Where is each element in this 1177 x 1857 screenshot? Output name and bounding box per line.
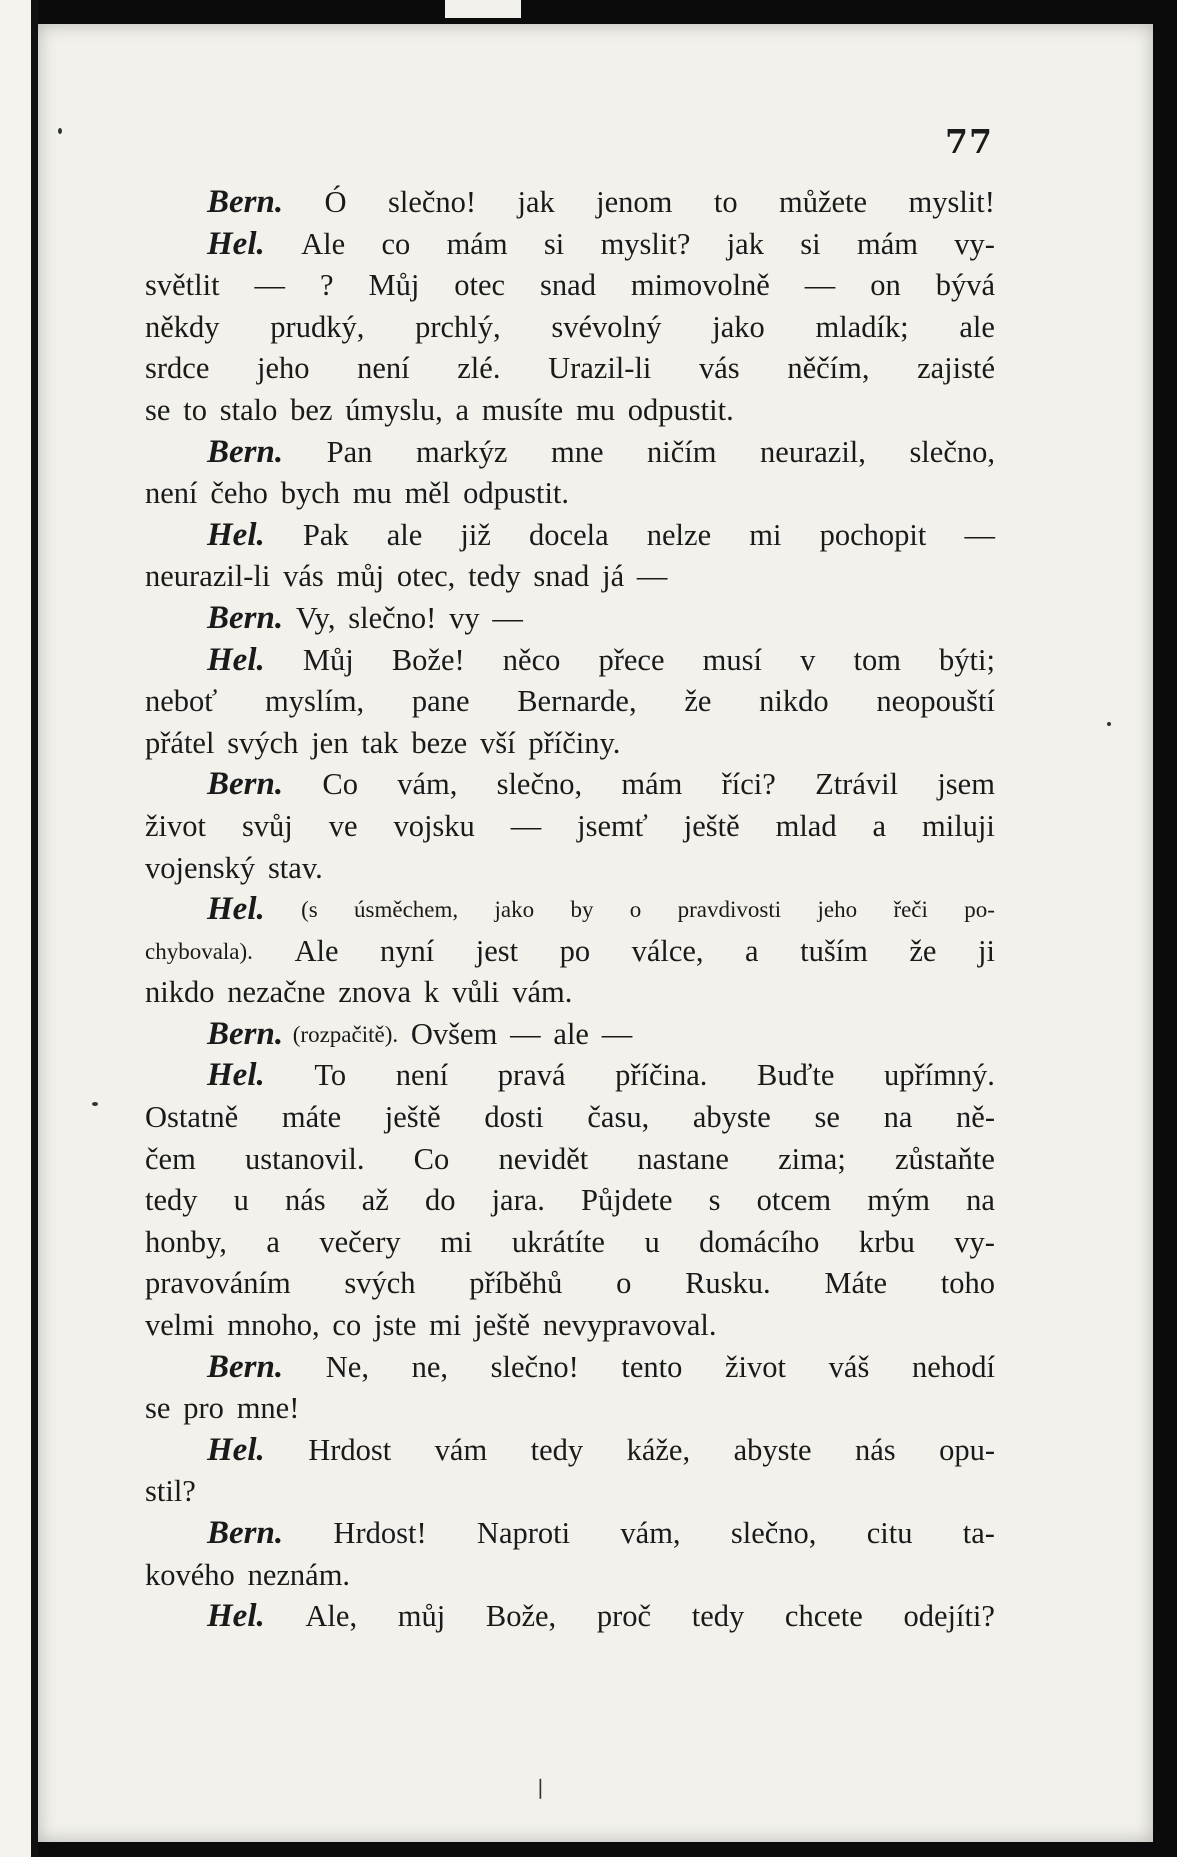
word: Urazil-li bbox=[548, 351, 652, 386]
word: a bbox=[745, 933, 759, 968]
word: nelze bbox=[646, 517, 712, 552]
word: markýz bbox=[415, 434, 508, 469]
word: není bbox=[145, 476, 198, 511]
word: musíte bbox=[481, 392, 564, 427]
text-line bbox=[145, 307, 995, 349]
word: nehodí bbox=[911, 1349, 995, 1384]
word: mi bbox=[749, 517, 782, 552]
word: neurazil-li bbox=[145, 559, 271, 594]
word: otcem bbox=[756, 1183, 832, 1218]
word: neopouští bbox=[876, 684, 995, 719]
text-line bbox=[145, 265, 995, 307]
word: nás bbox=[284, 1183, 326, 1218]
word: To bbox=[314, 1058, 347, 1093]
word: ale bbox=[553, 1016, 589, 1051]
word: se bbox=[145, 1391, 171, 1426]
word: něco bbox=[502, 642, 561, 677]
word: myslím, bbox=[265, 684, 365, 719]
word: vší bbox=[480, 725, 516, 760]
word: tento bbox=[621, 1349, 683, 1384]
word: život bbox=[145, 808, 206, 843]
dialogue-text bbox=[145, 182, 995, 1638]
word: docela bbox=[529, 517, 609, 552]
word: že bbox=[909, 933, 937, 968]
word: mi bbox=[440, 1224, 473, 1259]
word: vám, bbox=[397, 767, 458, 802]
word: slečno! bbox=[348, 600, 437, 635]
text-line bbox=[145, 182, 995, 224]
word: slečno, bbox=[730, 1516, 817, 1550]
word: se bbox=[145, 392, 171, 427]
word: Ale bbox=[294, 933, 339, 968]
word: Můj bbox=[302, 642, 354, 677]
word: vůli bbox=[451, 975, 500, 1010]
word: honby, bbox=[145, 1224, 227, 1259]
text-line bbox=[145, 348, 995, 390]
word: úmyslu, bbox=[345, 392, 443, 427]
word: srdce bbox=[145, 351, 210, 386]
speaker-name: Hel. bbox=[207, 641, 265, 678]
word: — bbox=[510, 808, 542, 843]
word: příčiny. bbox=[528, 725, 621, 760]
word: nezačne bbox=[227, 975, 326, 1010]
word: odpustit. bbox=[627, 392, 734, 427]
word: vás bbox=[699, 351, 740, 386]
word: Ostatně bbox=[145, 1100, 239, 1135]
word: vy bbox=[449, 600, 480, 635]
word: upřímný. bbox=[883, 1058, 995, 1093]
stage-direction-word: jako bbox=[494, 897, 535, 923]
text-line bbox=[145, 640, 995, 682]
word: Ale, bbox=[305, 1599, 358, 1634]
speaker-name: Hel. bbox=[207, 225, 265, 262]
word: slečno, bbox=[909, 434, 995, 469]
word: krbu bbox=[858, 1224, 915, 1259]
word: se bbox=[814, 1100, 840, 1135]
word: chcete bbox=[784, 1599, 863, 1634]
word: váš bbox=[828, 1349, 870, 1384]
word: měl bbox=[404, 476, 451, 511]
word: ukrátíte bbox=[511, 1224, 605, 1259]
word: můžete bbox=[779, 185, 868, 219]
word: Rusku. bbox=[685, 1266, 771, 1301]
word: a bbox=[455, 392, 470, 427]
text-line bbox=[145, 848, 995, 890]
text-line bbox=[145, 972, 995, 1014]
word: ne, bbox=[411, 1349, 449, 1384]
word: máte bbox=[281, 1100, 342, 1135]
stage-direction-word: by bbox=[570, 897, 594, 923]
word: s bbox=[708, 1183, 721, 1218]
text-line bbox=[145, 1388, 995, 1430]
speaker-name: Bern. bbox=[207, 184, 284, 220]
word: až bbox=[361, 1183, 389, 1218]
word: jenom bbox=[596, 185, 673, 219]
word: přátel bbox=[145, 725, 215, 760]
word: nikdo bbox=[759, 684, 829, 719]
ink-speck bbox=[1107, 722, 1111, 726]
word: ně- bbox=[956, 1100, 995, 1135]
word: ještě bbox=[474, 1308, 531, 1343]
word: času, bbox=[587, 1100, 650, 1135]
word: mnoho, bbox=[227, 1308, 320, 1343]
word: příběhů bbox=[469, 1266, 563, 1301]
text-line bbox=[145, 764, 995, 806]
speaker-name: Hel. bbox=[207, 1431, 265, 1468]
word: u bbox=[644, 1224, 660, 1259]
word: ještě bbox=[384, 1100, 441, 1135]
word: a bbox=[266, 1224, 280, 1259]
word: Půjdete bbox=[581, 1183, 673, 1218]
word: pro bbox=[183, 1391, 224, 1426]
word: po bbox=[559, 933, 591, 968]
word: mu bbox=[576, 392, 615, 427]
word: jak bbox=[517, 185, 555, 219]
text-line bbox=[145, 515, 995, 557]
word: beze bbox=[411, 725, 468, 760]
text-line bbox=[145, 1055, 995, 1097]
text-line bbox=[145, 1513, 995, 1555]
text-line bbox=[145, 598, 995, 640]
word: a bbox=[872, 808, 887, 843]
word: čem bbox=[145, 1141, 196, 1176]
word: pravá bbox=[497, 1058, 566, 1093]
word: bez bbox=[290, 392, 333, 427]
stage-direction-word: úsměchem, bbox=[354, 897, 459, 923]
speaker-name: Bern. bbox=[207, 1015, 284, 1052]
word: večery bbox=[319, 1224, 401, 1259]
word: k bbox=[423, 975, 440, 1010]
text-line bbox=[145, 1180, 995, 1222]
word: Co bbox=[322, 767, 358, 802]
word: vy- bbox=[954, 1224, 995, 1259]
word: říci? bbox=[721, 767, 776, 802]
word: Ó bbox=[324, 185, 347, 219]
word: ? bbox=[319, 268, 334, 303]
word: mu bbox=[352, 476, 392, 511]
word: neznám. bbox=[247, 1557, 351, 1592]
word: na bbox=[883, 1100, 913, 1135]
word: jen bbox=[311, 725, 349, 760]
word: ta- bbox=[962, 1516, 995, 1550]
word: slečno! bbox=[387, 185, 477, 219]
text-line bbox=[145, 432, 995, 474]
text-line bbox=[145, 1555, 995, 1597]
word: jsemť bbox=[577, 808, 648, 843]
speaker-name: Bern. bbox=[207, 433, 284, 470]
word: nastane bbox=[637, 1141, 729, 1176]
word: vám. bbox=[512, 975, 573, 1010]
text-line bbox=[145, 1097, 995, 1139]
word: — bbox=[804, 268, 836, 303]
word: si bbox=[800, 226, 821, 261]
word: otec bbox=[454, 268, 506, 303]
word: vy- bbox=[954, 226, 995, 261]
word: jste bbox=[374, 1308, 417, 1343]
speaker-name: Bern. bbox=[207, 599, 284, 636]
word: odejíti? bbox=[903, 1599, 995, 1634]
word: vám, bbox=[620, 1516, 681, 1550]
word: zima; bbox=[778, 1141, 846, 1176]
word: dosti bbox=[484, 1100, 544, 1135]
word: svůj bbox=[241, 808, 293, 843]
word: jeho bbox=[256, 351, 310, 386]
ink-speck bbox=[58, 128, 62, 134]
word: můj bbox=[397, 1599, 446, 1634]
word: domácího bbox=[699, 1224, 820, 1259]
word: nikdo bbox=[145, 975, 215, 1010]
word: svých bbox=[344, 1266, 416, 1301]
word: stav. bbox=[267, 850, 323, 885]
word: otec, bbox=[396, 559, 456, 594]
stage-direction-word: jeho bbox=[817, 897, 858, 923]
word: ve bbox=[328, 808, 358, 843]
word: Máte bbox=[824, 1266, 888, 1301]
word: Buďte bbox=[757, 1058, 835, 1093]
word: tedy bbox=[530, 1432, 584, 1467]
word: slečno, bbox=[496, 767, 583, 802]
word: pochopit bbox=[819, 517, 927, 552]
word: u bbox=[233, 1183, 249, 1218]
text-line bbox=[145, 723, 995, 765]
word: ale bbox=[959, 309, 995, 344]
text-line bbox=[145, 473, 995, 515]
word: mne! bbox=[236, 1391, 300, 1426]
word: někdy bbox=[145, 309, 220, 344]
word: si bbox=[543, 226, 565, 261]
word: zlé. bbox=[457, 351, 501, 386]
word: mám bbox=[856, 226, 918, 261]
word: nevidět bbox=[498, 1141, 589, 1176]
text-line bbox=[145, 806, 995, 848]
word: bývá bbox=[935, 268, 995, 303]
word: že bbox=[684, 684, 712, 719]
word: zůstaňte bbox=[895, 1141, 995, 1176]
word: tedy bbox=[145, 1183, 198, 1218]
word: co bbox=[381, 226, 411, 261]
word: Ztrávil bbox=[815, 767, 899, 802]
word: již bbox=[460, 517, 491, 552]
word: stil? bbox=[145, 1474, 196, 1509]
text-line bbox=[145, 889, 995, 931]
word: Pak bbox=[302, 517, 349, 552]
word: odpustit. bbox=[463, 476, 570, 511]
word: to bbox=[183, 392, 207, 427]
word: svévolný bbox=[551, 309, 662, 344]
word: snad bbox=[533, 559, 590, 594]
word: — bbox=[492, 600, 523, 635]
word: toho bbox=[940, 1266, 995, 1301]
word: stalo bbox=[219, 392, 278, 427]
word: pane bbox=[411, 684, 470, 719]
word: bych bbox=[280, 476, 340, 511]
word: Bože, bbox=[485, 1599, 557, 1634]
word: Ne, bbox=[325, 1349, 369, 1384]
word: vojenský bbox=[145, 850, 256, 885]
speaker-name: Bern. bbox=[207, 766, 284, 803]
word: vojsku bbox=[393, 808, 475, 843]
word: snad bbox=[540, 268, 596, 303]
text-line bbox=[145, 1263, 995, 1305]
page-number: 77 bbox=[945, 122, 993, 161]
speaker-name: Hel. bbox=[207, 891, 265, 928]
word: ji bbox=[977, 933, 995, 968]
word: tuším bbox=[800, 933, 868, 968]
speaker-name: Bern. bbox=[207, 1515, 284, 1551]
word: mám bbox=[621, 767, 683, 802]
word: tedy bbox=[691, 1599, 745, 1634]
word: Ale bbox=[301, 226, 346, 261]
word: jest bbox=[475, 933, 519, 968]
word: přece bbox=[598, 642, 665, 677]
text-line bbox=[145, 224, 995, 266]
stage-direction-word: o bbox=[629, 897, 642, 923]
text-line bbox=[145, 556, 995, 598]
word: ničím bbox=[647, 434, 717, 469]
word: o bbox=[616, 1266, 632, 1301]
word: tak bbox=[361, 725, 399, 760]
word: nevypravoval. bbox=[542, 1308, 717, 1343]
page-top-tab bbox=[445, 0, 521, 18]
stage-direction-word: řeči bbox=[893, 897, 928, 923]
word: vám bbox=[434, 1432, 488, 1467]
ink-speck bbox=[92, 1102, 98, 1106]
word: opu- bbox=[939, 1432, 995, 1467]
word: slečno! bbox=[490, 1349, 579, 1384]
text-line bbox=[145, 1596, 995, 1638]
word: — bbox=[636, 559, 668, 594]
stage-direction-word: (rozpačitě). bbox=[292, 1021, 399, 1047]
word: něčím, bbox=[787, 351, 870, 386]
word: na bbox=[966, 1183, 995, 1218]
word: nyní bbox=[379, 933, 435, 968]
text-line bbox=[145, 390, 995, 432]
word: abyste bbox=[692, 1100, 771, 1135]
word: pravováním bbox=[145, 1266, 291, 1301]
word: mladík; bbox=[815, 309, 909, 344]
word: mám bbox=[446, 226, 508, 261]
word: mlad bbox=[775, 808, 837, 843]
word: mimovolně bbox=[630, 268, 770, 303]
text-line bbox=[145, 681, 995, 723]
word: ještě bbox=[683, 808, 740, 843]
word: neurazil, bbox=[760, 434, 866, 469]
word: Pan bbox=[326, 434, 373, 469]
word: to bbox=[713, 185, 738, 219]
word: jara. bbox=[491, 1183, 545, 1218]
adjacent-page-edge bbox=[0, 0, 38, 1857]
word: — bbox=[601, 1016, 633, 1051]
word: býti; bbox=[939, 642, 995, 677]
speaker-name: Hel. bbox=[207, 1057, 265, 1094]
word: já bbox=[602, 559, 625, 594]
bottom-mark: ❘ bbox=[532, 1775, 549, 1799]
word: prchlý, bbox=[415, 309, 501, 344]
word: Co bbox=[413, 1141, 450, 1176]
text-line bbox=[145, 1222, 995, 1264]
word: Můj bbox=[368, 268, 420, 303]
word: svých bbox=[227, 725, 299, 760]
word: můj bbox=[336, 559, 385, 594]
word: miluji bbox=[922, 808, 995, 843]
word: znova bbox=[338, 975, 412, 1010]
stage-direction-word: pravdivosti bbox=[677, 897, 782, 923]
word: mi bbox=[429, 1308, 462, 1343]
word: — bbox=[254, 268, 286, 303]
text-line bbox=[145, 1139, 995, 1181]
text-line bbox=[145, 1430, 995, 1472]
stage-direction-word: (s bbox=[301, 897, 318, 923]
word: Naproti bbox=[476, 1516, 571, 1550]
word: do bbox=[424, 1183, 456, 1218]
word: vás bbox=[283, 559, 324, 594]
word: citu bbox=[866, 1516, 913, 1550]
word: co bbox=[332, 1308, 362, 1343]
speaker-name: Hel. bbox=[207, 1598, 265, 1635]
word: mým bbox=[867, 1183, 930, 1218]
word: abyste bbox=[733, 1432, 812, 1467]
word: neboť bbox=[145, 684, 218, 719]
speaker-name: Bern. bbox=[207, 1348, 284, 1385]
stage-direction-word: chybovala). bbox=[145, 938, 253, 964]
text-line bbox=[145, 1305, 995, 1347]
word: Bože! bbox=[391, 642, 465, 677]
word: zajisté bbox=[917, 351, 995, 386]
word: proč bbox=[596, 1599, 652, 1634]
word: Hrdost bbox=[308, 1432, 392, 1467]
word: ustanovil. bbox=[245, 1141, 365, 1176]
word: život bbox=[725, 1349, 787, 1384]
word: tedy bbox=[468, 559, 521, 594]
word: musí bbox=[702, 642, 762, 677]
word: tom bbox=[853, 642, 901, 677]
word: prudký, bbox=[270, 309, 365, 344]
word: ale bbox=[386, 517, 423, 552]
word: velmi bbox=[145, 1308, 215, 1343]
text-line bbox=[145, 1014, 995, 1056]
text-line bbox=[145, 1347, 995, 1389]
stage-direction-word: po- bbox=[964, 897, 995, 923]
word: Vy, bbox=[295, 600, 336, 635]
word: Bernarde, bbox=[517, 684, 637, 719]
word: není bbox=[395, 1058, 449, 1093]
word: nás bbox=[854, 1432, 896, 1467]
word: kového bbox=[145, 1557, 235, 1592]
text-line bbox=[145, 1471, 995, 1513]
word: — bbox=[964, 517, 995, 552]
word: válce, bbox=[631, 933, 704, 968]
word: Ovšem bbox=[410, 1016, 498, 1051]
text-line bbox=[145, 931, 995, 973]
word: myslit! bbox=[908, 185, 995, 219]
word: jsem bbox=[937, 767, 995, 802]
speaker-name: Hel. bbox=[207, 516, 265, 553]
word: čeho bbox=[210, 476, 268, 511]
word: káže, bbox=[626, 1432, 691, 1467]
word: světlit bbox=[145, 268, 220, 303]
word: mne bbox=[550, 434, 604, 469]
word: příčina. bbox=[615, 1058, 708, 1093]
word: Hrdost! bbox=[333, 1516, 427, 1550]
word: myslit? bbox=[600, 226, 691, 261]
word: v bbox=[800, 642, 816, 677]
word: jako bbox=[712, 309, 765, 344]
word: — bbox=[510, 1016, 541, 1051]
word: jak bbox=[726, 226, 764, 261]
word: není bbox=[357, 351, 410, 386]
word: on bbox=[870, 268, 901, 303]
